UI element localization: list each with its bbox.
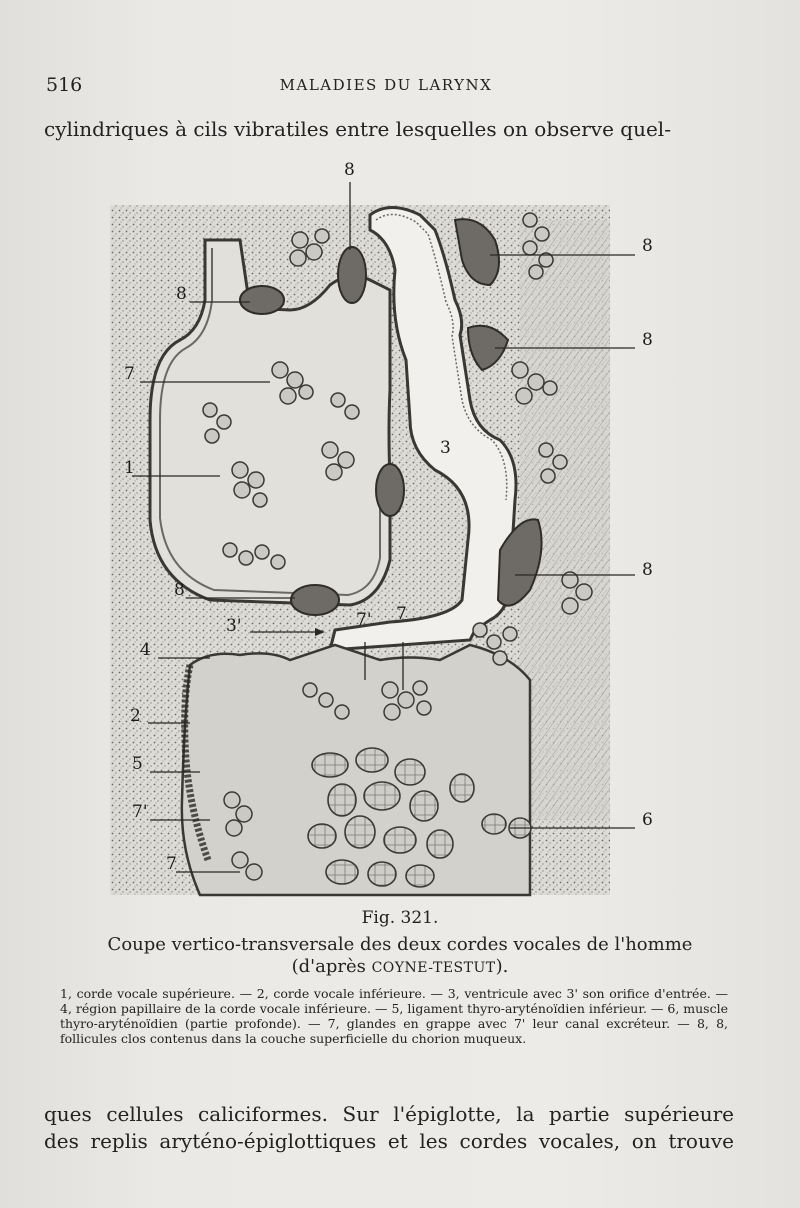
label-5: 5	[132, 754, 143, 774]
label-3-prime: 3'	[226, 616, 242, 636]
figure-caption	[70, 934, 730, 979]
figure-number: Fig. 321.	[361, 908, 439, 928]
anatomical-figure	[90, 160, 690, 900]
label-7-prime-mid: 7'	[356, 610, 372, 630]
caption-close: ).	[495, 956, 509, 977]
larynx-section-illustration	[90, 160, 690, 900]
label-7-mid: 7	[396, 604, 407, 624]
page-number: 516	[46, 74, 83, 96]
running-head	[46, 74, 726, 98]
caption-line-1: Coupe vertico-transversale des deux cordes vocales de l'homme	[107, 934, 693, 955]
body-text-bottom	[44, 1101, 734, 1155]
label-8-right-1: 8	[642, 236, 653, 256]
caption-open: (d'après	[291, 956, 372, 977]
label-7-bottom: 7	[166, 854, 177, 874]
label-2: 2	[130, 706, 141, 726]
body-text-top: cylindriques à cils vibratiles entre lesquelles on observe quel-	[44, 117, 671, 141]
label-8-top: 8	[344, 160, 355, 180]
label-8-right-2: 8	[642, 330, 653, 350]
label-7-left: 7	[124, 364, 135, 384]
body-text-bottom-line-1: ques cellules caliciformes. Sur l'épiglotte, la partie supérieure	[44, 1102, 734, 1126]
label-7-prime-left: 7'	[132, 802, 148, 822]
label-1: 1	[124, 458, 135, 478]
label-8-right-3: 8	[642, 560, 653, 580]
label-8-bottom: 8	[174, 580, 185, 600]
running-title: MALADIES DU LARYNX	[279, 76, 493, 94]
label-8-left: 8	[176, 284, 187, 304]
label-6: 6	[642, 810, 653, 830]
label-4: 4	[140, 640, 151, 660]
body-text-bottom-line-2: des replis aryténo-épiglottiques et les cordes vocales, on trouve	[44, 1129, 734, 1153]
caption-author: COYNE-TESTUT	[371, 960, 496, 976]
label-3: 3	[440, 438, 451, 458]
figure-legend: 1, corde vocale supérieure. — 2, corde vocale inférieure. — 3, ventricule avec 3' son orifice d'entrée. — 4, région papillaire de la corde vocale inférieure. — 5, ligament thyro-aryténoïdien inférieur. — 6, muscle thyro-aryténoïdien (partie profonde). — 7, glandes en grappe avec 7' leur canal excréteur. — 8, 8, follicules clos contenus dans la couche superficielle du chorion muqueux.	[60, 986, 728, 1046]
